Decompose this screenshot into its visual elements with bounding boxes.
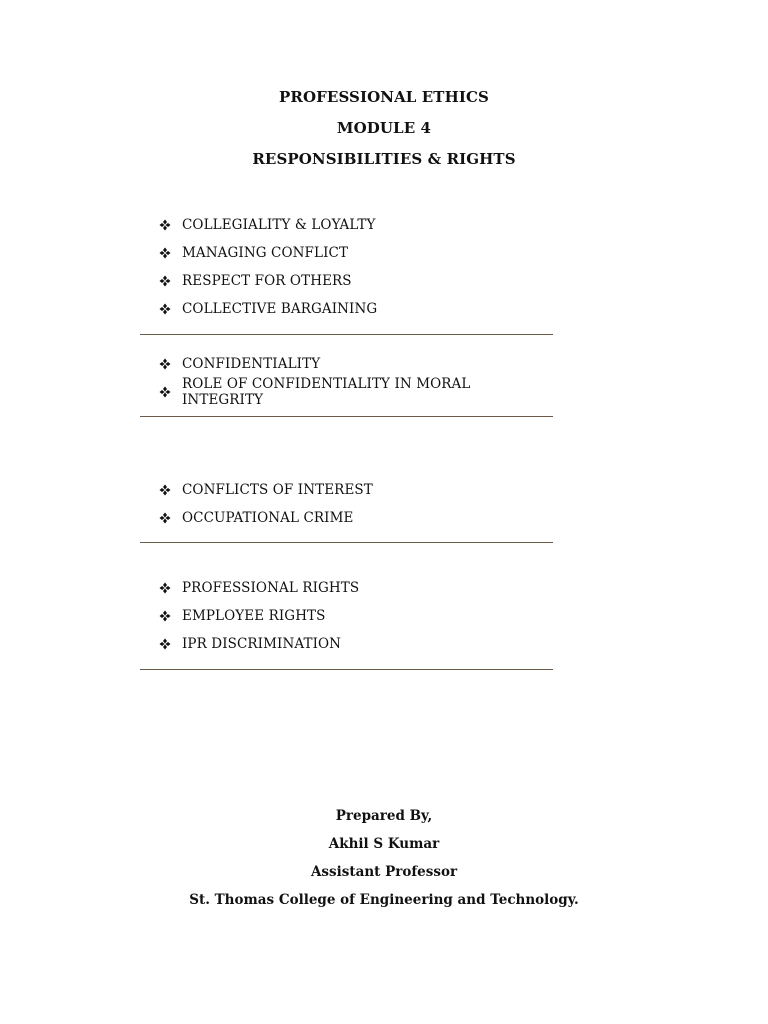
list-item-label: COLLEGIALITY & LOYALTY: [182, 217, 376, 233]
list-item: [140, 574, 553, 602]
topic-section-1: [140, 211, 553, 323]
institution-name: St. Thomas College of Engineering and Technology.: [189, 892, 579, 908]
diamond-bullet-icon: [159, 303, 171, 315]
list-item-label: EMPLOYEE RIGHTS: [182, 608, 326, 624]
list-item: [140, 504, 553, 532]
list-item: [140, 476, 553, 504]
list-item: [140, 239, 553, 267]
section-divider: [140, 669, 553, 670]
topic-section-4: [140, 574, 553, 658]
list-item-label: COLLECTIVE BARGAINING: [182, 301, 378, 317]
diamond-bullet-icon: [159, 582, 171, 594]
list-item: [140, 211, 553, 239]
prepared-by-label: Prepared By,: [335, 808, 433, 824]
diamond-bullet-icon: [159, 358, 171, 370]
list-item: [140, 267, 553, 295]
list-item-label: PROFESSIONAL RIGHTS: [182, 580, 360, 596]
list-item: [140, 602, 553, 630]
diamond-bullet-icon: [159, 275, 171, 287]
list-item: [140, 295, 553, 323]
list-item: [140, 378, 553, 406]
diamond-bullet-icon: [159, 484, 171, 496]
diamond-bullet-icon: [159, 512, 171, 524]
list-item-label: CONFIDENTIALITY: [182, 356, 321, 372]
author-designation: Assistant Professor: [310, 864, 458, 880]
diamond-bullet-icon: [159, 247, 171, 259]
list-item-label: MANAGING CONFLICT: [182, 245, 349, 261]
topic-section-2: [140, 350, 553, 406]
list-item: [140, 630, 553, 658]
diamond-bullet-icon: [159, 638, 171, 650]
list-item-label: ROLE OF CONFIDENTIALITY IN MORAL INTEGRITY: [182, 376, 471, 408]
list-item: [140, 350, 553, 378]
document-title: PROFESSIONAL ETHICS: [279, 88, 489, 106]
section-divider: [140, 334, 553, 335]
diamond-bullet-icon: [159, 610, 171, 622]
module-label: MODULE 4: [336, 119, 432, 137]
section-divider: [140, 542, 553, 543]
diamond-bullet-icon: [159, 386, 171, 398]
diamond-bullet-icon: [159, 219, 171, 231]
author-name: Akhil S Kumar: [328, 836, 440, 852]
list-item-label: OCCUPATIONAL CRIME: [182, 510, 354, 526]
topic-section-3: [140, 476, 553, 532]
section-divider: [140, 416, 553, 417]
list-item-label: RESPECT FOR OTHERS: [182, 273, 352, 289]
list-item-label: IPR DISCRIMINATION: [182, 636, 342, 652]
module-subtitle: RESPONSIBILITIES & RIGHTS: [252, 150, 516, 168]
list-item-label: CONFLICTS OF INTEREST: [182, 482, 373, 498]
